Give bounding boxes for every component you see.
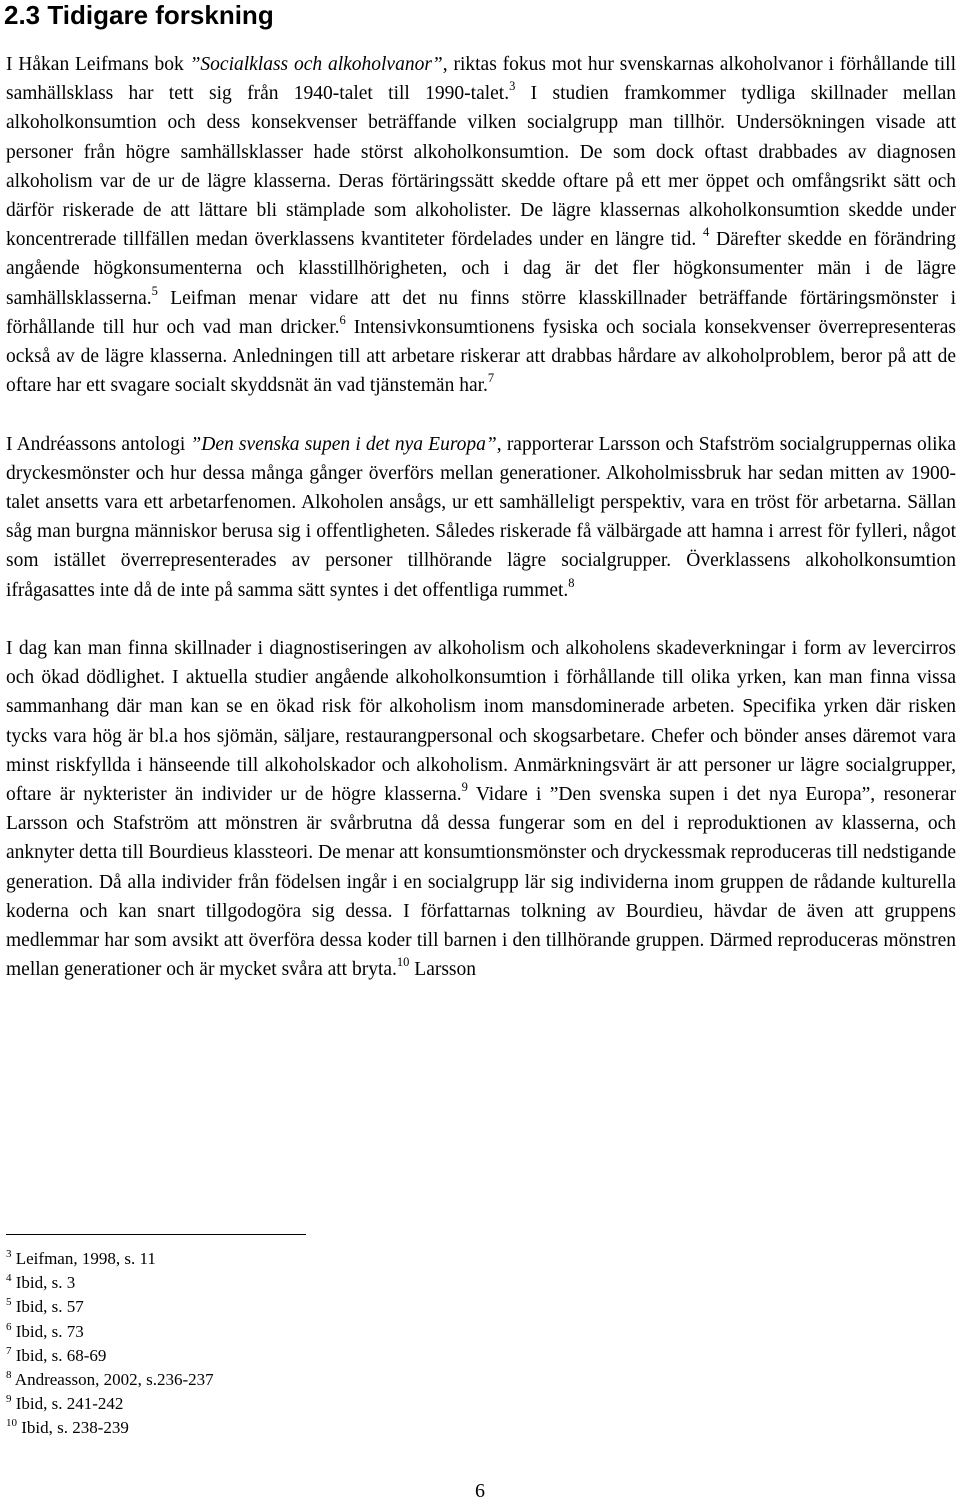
section-heading: 2.3 Tidigare forskning	[4, 0, 274, 30]
footnote	[6, 1247, 606, 1271]
footnote-text: Ibid, s. 238-239	[17, 1418, 129, 1438]
text-span: , rapporterar Larsson och Stafström socialgruppernas olika dryckesmönster och hur dessa många gånger överförs mellan generationer. Alkoholmissbruk har sedan mitten av 1900-talet ansetts vara ett arbetarfenomen. Alkoholen ansågs, ur ett samhälleligt perspektiv, vara en tröst för arbetarna. Sällan såg man burgna människor berusa sig i offentligheten. Således riskerade få välbärgade att hamna i arrest för fylleri, något som istället överrepresenterades av personer tillhörande lägre socialgrupper. Överklassens alkoholkonsumtion ifrågasattes inte då de inte på samma sätt syntes i det offentliga rummet.	[6, 433, 956, 601]
text-span: Vidare i ”Den svenska supen i det nya Europa”, resonerar Larsson och Stafström att mönstren är svårbrutna då dessa fungerar som en del i reproduktionen av klasserna, och anknyter detta till Bourdieus klassteori. De menar att konsumtionsmönster och dryckessmak reproduceras till nedstigande generation. Då alla individer från födelsen ingår i en socialgrupp lär sig individerna inom gruppen de rådande kulturella koderna och kan snart tillgodogöra sig dessa. I författarnas tolkning av Bourdieu, hävdar de även att gruppens medlemmar har som avsikt att överföra dessa koder till barnen i den tillhörande gruppen. Därmed reproduceras mönstren mellan generationer och är mycket svåra att bryta.	[6, 784, 956, 981]
footnote-ref[interactable]: 4	[703, 225, 710, 240]
body-text	[6, 50, 956, 984]
footnote-ref[interactable]: 9	[461, 780, 468, 795]
footnote-ref[interactable]: 3	[509, 79, 516, 94]
footnote-ref[interactable]: 6	[339, 312, 346, 327]
footnote-number: 3	[6, 1248, 12, 1260]
text-span: , riktas fokus mot hur svenskarnas alkoholvanor i förhållande till samhällsklass har tett sig från 1940-talet till 1990-talet.	[6, 54, 956, 105]
text-span: Larsson	[409, 959, 477, 981]
footnote	[6, 1295, 606, 1319]
text-span: Leifman menar vidare att det nu finns större klasskillnader beträffande förtäringsmönster i förhållande till hur och vad man dricker.	[6, 287, 956, 338]
paragraph-diagnostics	[6, 634, 956, 984]
text-span: Därefter skedde en förändring angående högkonsumenterna och klasstillhörigheten, och i dag är det fler högkonsumenter män i de lägre samhällsklasserna.	[6, 229, 956, 309]
footnote-text: Ibid, s. 241-242	[11, 1394, 124, 1414]
paragraph-leifman	[6, 50, 956, 400]
footnote-number: 6	[6, 1320, 12, 1333]
footnote	[6, 1344, 606, 1368]
text-span: I studien framkommer tydliga skillnader mellan alkoholkonsumtion och dess konsekvenser beträffande vilken socialgrupp man tillhör.	[6, 83, 956, 134]
footnote-ref[interactable]: 7	[487, 371, 495, 386]
footnote	[6, 1320, 606, 1344]
footnote-text: Ibid, s. 3	[11, 1273, 76, 1293]
footnote	[6, 1416, 606, 1440]
footnote-number: 8	[6, 1369, 12, 1382]
footnotes	[6, 1247, 606, 1441]
footnote-text: Ibid, s. 68-69	[11, 1345, 107, 1365]
text-span: I Håkan Leifmans bok	[6, 54, 190, 75]
footnote-number: 10	[6, 1417, 17, 1430]
paragraph-andreasson	[6, 430, 956, 605]
footnote	[6, 1368, 606, 1392]
page-number: 6	[475, 1480, 485, 1502]
book-title: ”Socialklass och alkoholvanor”	[189, 54, 443, 75]
text-span: I dag kan man finna skillnader i diagnostiseringen av alkoholism och alkoholens skadeverkningar i form av levercirros och ökad dödlighet. I aktuella studier angående alkoholkonsumtion i förhållande till olika yrken, kan man finna vissa sammanhang där man kan se en ökad risk för alkoholism inom mansdominerade arbeten. Specifika yrken där risken tycks vara hög är bl.a hos sjömän, säljare, restaurangpersonal och skogsarbetare. Chefer och bönder anses däremot vara minst riskfyllda i hänseende till alkoholskador och alkoholism. Anmärkningsvärt är att personer ur lägre socialgrupper, oftare är nykterister än individer ur de högre klasserna.	[6, 638, 956, 806]
footnote-text: Leifman, 1998, s. 11	[11, 1249, 156, 1268]
footnote-ref[interactable]: 8	[568, 575, 575, 590]
footnote-number: 5	[6, 1296, 12, 1309]
footnote	[6, 1271, 606, 1295]
footnote-ref[interactable]: 10	[396, 955, 410, 970]
footnote-text: Andreasson, 2002, s.236-237	[11, 1370, 214, 1390]
footnote-number: 7	[6, 1344, 12, 1357]
footnote-separator	[6, 1234, 306, 1235]
footnote-number: 4	[6, 1272, 12, 1285]
footnote	[6, 1392, 606, 1416]
text-span: Undersökningen visade att personer från högre samhällsklasser hade störst alkoholkonsumtion. De som dock oftast drabbades av diagnosen alkoholism var de ur de lägre klasserna. Deras förtäringssätt skedde oftare på ett mer öppet och omfångsrikt sätt och därför riskerade de att lättare bli stämplade som alkoholister. De lägre klassernas alkoholkonsumtion skedde under koncentrerade tillfällen medan överklassens kvantiteter fördelades under en längre tid.	[6, 112, 956, 251]
text-span: Intensivkonsumtionens fysiska och sociala konsekvenser överrepresenteras också av de lägre klasserna. Anledningen till att arbetare riskerar att drabbas hårdare av alkoholproblem, beror på att de oftare har ett svagare socialt skyddsnät än vad tjänstemän har.	[6, 316, 956, 397]
footnote-text: Ibid, s. 57	[11, 1297, 84, 1317]
footnote-number: 9	[6, 1393, 12, 1406]
text-span: I Andréassons antologi	[6, 433, 191, 455]
book-title: ”Den svenska supen i det nya Europa”	[190, 433, 497, 455]
footnote-text: Ibid, s. 73	[11, 1321, 84, 1341]
footnote-ref[interactable]: 5	[151, 283, 158, 298]
